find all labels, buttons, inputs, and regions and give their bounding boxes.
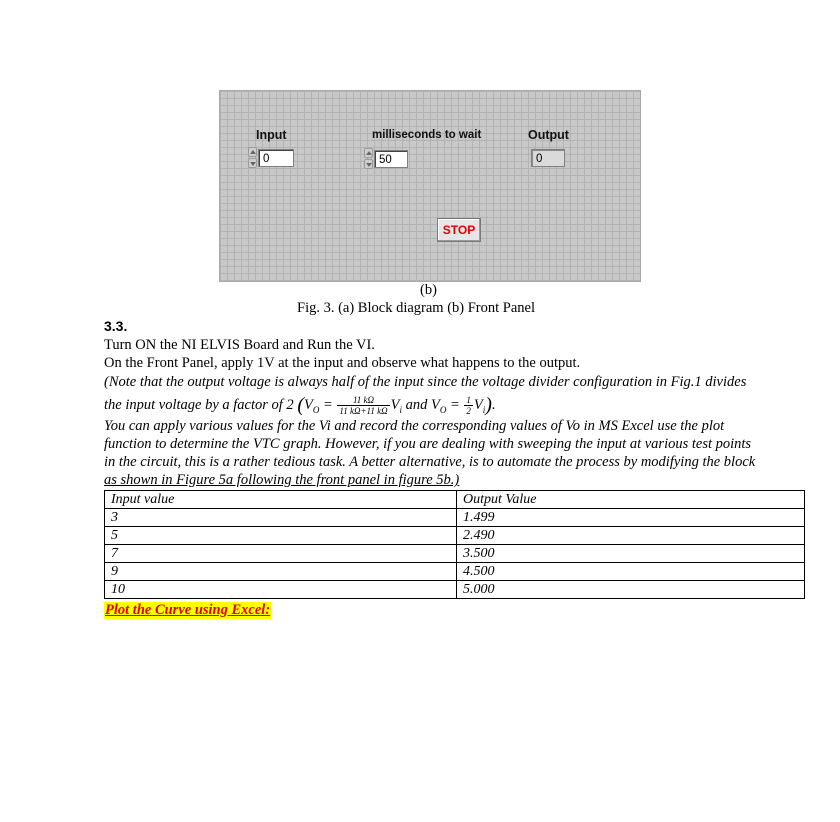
- cell-output: 2.490: [457, 527, 805, 545]
- cell-output: 4.500: [457, 563, 805, 581]
- cell-input: 10: [105, 581, 457, 599]
- cell-input: 3: [105, 509, 457, 527]
- figure-caption: Fig. 3. (a) Block diagram (b) Front Panel: [297, 300, 535, 316]
- output-indicator: 0: [531, 149, 565, 167]
- table-row: [105, 563, 805, 581]
- output-label: Output: [528, 128, 569, 142]
- eq-vi: V: [390, 397, 400, 413]
- eq-half-den: 2: [466, 406, 471, 417]
- section-number: 3.3.: [104, 318, 128, 334]
- cell-output: 3.500: [457, 545, 805, 563]
- eq-half-num: 1: [466, 395, 471, 406]
- input-spinner[interactable]: [248, 147, 257, 169]
- cell-input: 7: [105, 545, 457, 563]
- cell-output: 5.000: [457, 581, 805, 599]
- header-output-value: Output Value: [457, 491, 805, 509]
- front-panel: [219, 90, 641, 282]
- eq-vi-2-sub: i: [482, 404, 486, 415]
- eq-frac-den: 11 kΩ+11 kΩ: [339, 406, 388, 417]
- instruction-line-1: Turn ON the NI ELVIS Board and Run the VI.: [104, 337, 375, 353]
- table-row: [105, 545, 805, 563]
- wait-label: milliseconds to wait: [372, 129, 482, 141]
- eq-frac-num: 11 kΩ: [337, 395, 389, 406]
- note-line-2: the input voltage by a factor of 2 ($V_O$ = $\frac{11 k\Omega}{11 k\Omega+11 k\Omega}$ $V_i$ and $V_O$ = $\frac{1}{2}$ $V_i$).: [104, 394, 496, 417]
- cell-output: 1.499: [457, 509, 805, 527]
- eq-vo-sub: O: [312, 404, 320, 415]
- input-control[interactable]: 0: [258, 149, 294, 167]
- table-row: [105, 509, 805, 527]
- increment-arrow-icon[interactable]: [248, 147, 257, 157]
- io-table: [104, 490, 805, 599]
- eq-half-fraction: [464, 395, 473, 416]
- note-line-2-prefix: the input voltage by a factor of 2: [104, 397, 294, 413]
- increment-arrow-icon[interactable]: [364, 148, 373, 158]
- note-line-3: You can apply various values for the Vi and record the corresponding values of Vo in MS Excel use the plot: [104, 418, 725, 434]
- input-label: Input: [256, 128, 287, 142]
- instruction-line-2: On the Front Panel, apply 1V at the input and observe what happens to the output.: [104, 355, 581, 371]
- cell-input: 9: [105, 563, 457, 581]
- eq-vo: V: [303, 397, 313, 413]
- eq-vi-2: V: [473, 397, 483, 413]
- table-header-row: [105, 491, 805, 509]
- decrement-arrow-icon[interactable]: [248, 158, 257, 168]
- note-line-5: in the circuit, this is a rather tedious task. A better alternative, is to automate the process by modifying the block: [104, 454, 756, 470]
- plot-curve-heading: Plot the Curve using Excel:: [105, 602, 271, 618]
- wait-spinner[interactable]: [364, 148, 373, 170]
- header-input-value: Input value: [105, 491, 457, 509]
- eq-vo-2-sub: O: [439, 404, 447, 415]
- decrement-arrow-icon[interactable]: [364, 159, 373, 169]
- eq-vo-2: V: [431, 397, 440, 413]
- eq-divider-fraction: [337, 395, 389, 416]
- note-line-1: (Note that the output voltage is always half of the input since the voltage divider configuration in Fig.1 divides: [104, 374, 747, 390]
- eq-vi-sub: i: [399, 404, 403, 415]
- cell-input: 5: [105, 527, 457, 545]
- eq-and: and: [405, 397, 428, 413]
- stop-button[interactable]: STOP: [437, 218, 481, 242]
- table-row: [105, 581, 805, 599]
- note-line-6: as shown in Figure 5a following the front panel in figure 5b.): [104, 472, 460, 488]
- wait-control[interactable]: 50: [374, 150, 408, 168]
- table-row: [105, 527, 805, 545]
- sub-caption: (b): [420, 282, 437, 298]
- note-line-4: function to determine the VTC graph. However, if you are dealing with sweeping the input at various test points: [104, 436, 752, 452]
